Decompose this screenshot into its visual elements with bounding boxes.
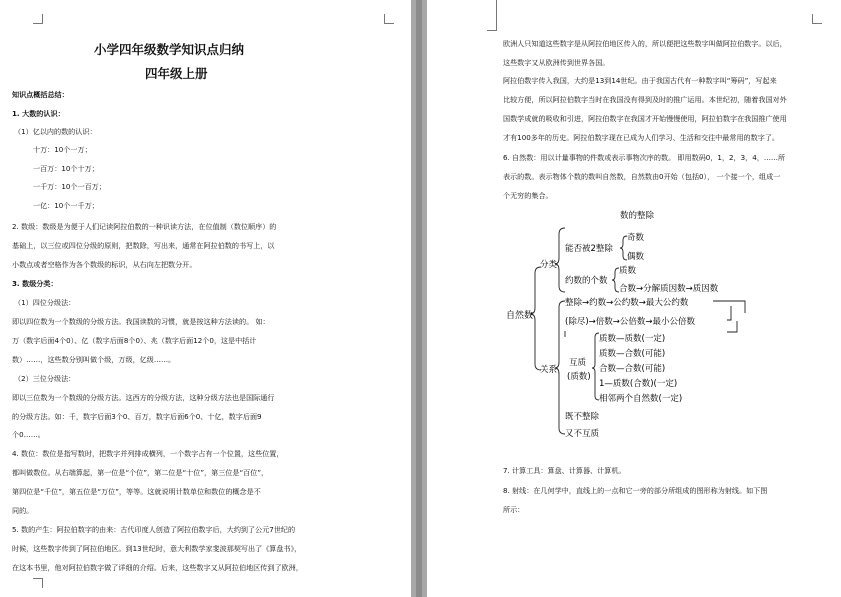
paragraph-line: 个0……。	[12, 430, 45, 439]
diagram-node: 奇数	[627, 233, 645, 243]
text-line: 一亿：10个一千万；	[33, 201, 99, 210]
paragraph-line: 即以三位数为一个数级的分级方法。这西方的分级方法，这种分级方法也是国际通行	[12, 393, 275, 402]
paragraph-line: 所示：	[503, 505, 525, 514]
document-page-left	[0, 0, 411, 597]
margin-corner-mark	[33, 14, 43, 24]
number-divisibility-diagram	[427, 0, 841, 597]
prime-composite-brace	[612, 268, 619, 292]
paragraph-line: 在这本书里，他对阿拉伯数字做了详细的介绍。后来，这些数字又从阿拉伯地区传到了欧洲，	[12, 563, 303, 572]
diagram-branch-relation: 关系	[540, 365, 558, 375]
diagram-node: 合数→分解质因数→质因数	[619, 284, 719, 294]
paragraph-line: 比较方便，所以阿拉伯数字当时在我国没有得到及时的推广运用。本世纪初，随着我国对外	[503, 95, 787, 104]
diagram-node: (质数)	[567, 372, 591, 382]
diagram-node: 合数—合数(可能)	[599, 364, 666, 374]
feedback-line	[713, 301, 745, 313]
document-subtitle: 四年级上册	[145, 66, 208, 81]
diagram-node: 约数的个数	[565, 276, 608, 286]
feedback-line	[727, 321, 737, 332]
diagram-node: 又不互质	[565, 429, 600, 439]
diagram-node: 1—质数(合数)(一定)	[599, 379, 678, 389]
paragraph-line: 第四位是“千位”，第五位是“万位”，等等。这就说明计数单位和数位的概念是不	[12, 487, 261, 496]
margin-corner-mark	[384, 14, 394, 24]
diagram-node: 能否被2整除	[565, 244, 613, 254]
parity-brace	[620, 236, 627, 260]
text-line: 一百万：10个十万；	[33, 164, 99, 173]
paragraph-line: 基础上，以三位或四位分级的原则，把数除，写出来，通常在阿拉伯数的书写上，以	[12, 241, 275, 250]
section-heading-large-numbers: 1. 大数的认识：	[12, 109, 65, 118]
subsection-heading: （1）亿以内的数的认识：	[14, 127, 97, 136]
diagram-node: 整除→约数→公约数→最大公约数	[565, 298, 689, 308]
document-page-right	[427, 0, 841, 597]
text-line: 十万：10个一万；	[33, 145, 92, 154]
coprime-brace	[592, 333, 599, 400]
paragraph-line: 时候，这些数字传到了阿拉伯地区。到13世纪时，意大利数学家斐波那契写出了《算盘书》，	[12, 544, 302, 553]
paragraph-line: 同的。	[12, 506, 34, 515]
paragraph-line: 才有100多年的历史。阿拉伯数字现在已成为人们学习、生活和交往中最常用的数字了。	[503, 133, 780, 142]
subsection-heading: （1）四位分级法：	[14, 298, 76, 307]
subsection-heading: （2）三位分级法：	[14, 374, 76, 383]
feedback-line	[727, 306, 731, 320]
paragraph-line: 即以四位数为一个数级的分级方法。我国读数的习惯，就是按这种方法读的。 如：	[12, 317, 270, 326]
diagram-node: 互质	[569, 358, 587, 368]
text-line: 一千万：10个一百万；	[33, 182, 106, 191]
diagram-node: 既不整除	[565, 412, 600, 422]
paragraph-line: 国数学成就的吸收和引进，阿拉伯数字在我国才开始慢慢使用，阿拉伯数字在我国推广使用	[503, 114, 787, 123]
diagram-node: 相邻两个自然数(一定)	[599, 394, 683, 404]
diagram-node: 质数—质数(一定)	[599, 334, 666, 344]
diagram-node: 质数	[619, 266, 637, 276]
diagram-branch-classification: 分类	[540, 260, 558, 270]
paragraph-line: 8. 射线：在几何学中，直线上的一点和它一旁的部分所组成的图形称为射线。如下图	[503, 486, 768, 495]
page-gutter	[411, 0, 427, 597]
paragraph-line: 4. 数位：数位是指写数时，把数字并列排成横列，一个数字占有一个位置，这些位置，	[12, 449, 284, 458]
paragraph-line: 都叫做数位。从右端算起，第一位是“个位”，第二位是“十位”，第三位是“百位”，	[12, 468, 269, 477]
paragraph-line: 欧洲人只知道这些数字是从阿拉伯地区传入的，所以便把这些数字叫做阿拉伯数字。以后，	[503, 39, 787, 48]
paragraph-line: 数）……，这些数分别叫做个级，万级，亿级……。	[12, 355, 176, 364]
paragraph-line: 小数点或者空格作为各个数级的标识，从右向左把数分开。	[12, 260, 197, 269]
paragraph-line: 个无穷的集合。	[503, 191, 553, 200]
paragraph-line: 万（数字后面4个0）、亿（数字后面8个0）、兆（数字后面12个0，这是中括计	[12, 336, 257, 345]
diagram-node: (除尽)→倍数→公倍数→最小公倍数	[565, 317, 695, 327]
paragraph-line: 的分级方法。如：千，数字后面3个0、百万，数字后面6个0、十亿，数字后面9	[12, 412, 262, 421]
paragraph-line: 阿拉伯数字传入我国，大约是13到14世纪。由于我国古代有一种数字叫“筹码”，写起来	[503, 76, 777, 85]
summary-heading: 知识点概括总结：	[12, 90, 69, 99]
paragraph-line: 2. 数级：数级是为便于人们记读阿拉伯数的一种识读方法，在位值制（数位顺序）的	[12, 222, 277, 231]
section-heading-classification: 3. 数级分类：	[12, 279, 58, 288]
paragraph-line: 6. 自然数：用以计量事物的件数或表示事物次序的数。 即用数码0，1，2，3，4，……所	[503, 153, 786, 162]
diagram-node: 偶数	[627, 252, 645, 262]
diagram-root: 自然数	[506, 311, 534, 321]
diagram-node: 质数—合数(可能)	[599, 349, 666, 359]
document-title: 小学四年级数学知识点归纳	[94, 42, 245, 57]
paragraph-line: 5. 数的产生：阿拉伯数字的由来：古代印度人创造了阿拉伯数字后，大约到了公元7世纪的	[12, 525, 296, 534]
paragraph-line: 这些数字又从欧洲传到世界各国。	[503, 58, 610, 67]
paragraph-line: 7. 计算工具：算盘、计算器、计算机。	[503, 466, 626, 475]
paragraph-line: 表示的数。表示物体个数的数叫自然数，自然数由0开始（包括0）， 一个接一个，组成一	[503, 172, 781, 181]
margin-corner-mark	[33, 578, 43, 588]
diagram-title: 数的整除	[620, 211, 655, 221]
